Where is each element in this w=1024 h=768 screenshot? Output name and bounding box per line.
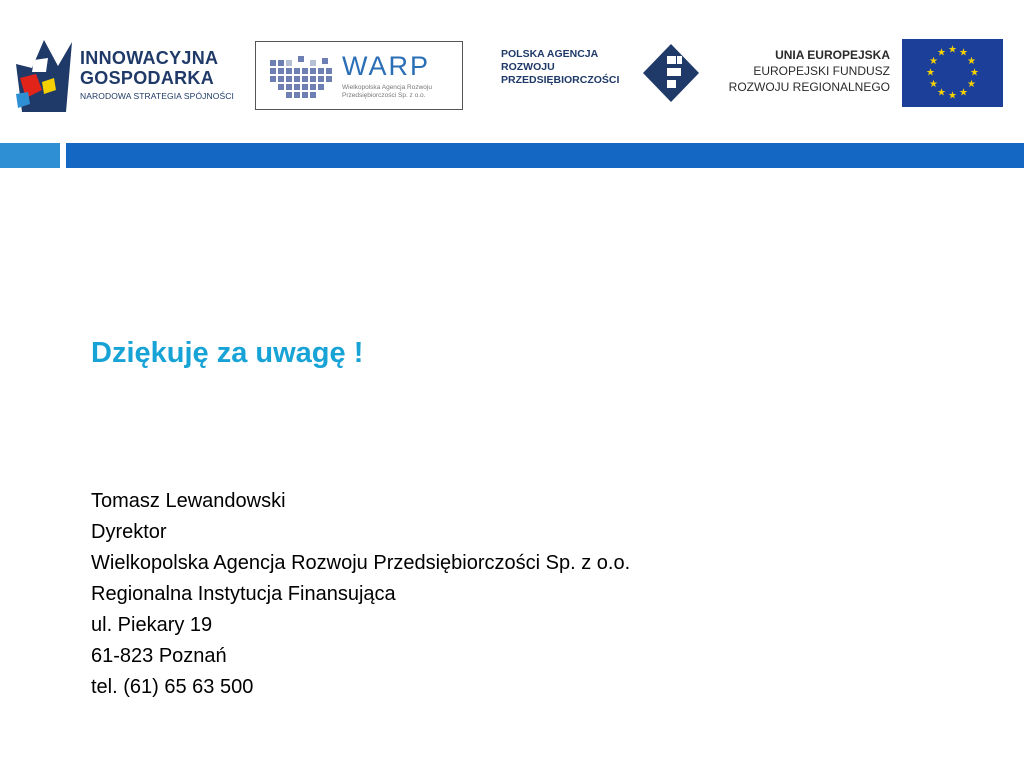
header-stripe — [66, 143, 1024, 168]
contact-title: Dyrektor — [91, 521, 167, 543]
svg-text:★: ★ — [967, 56, 976, 67]
eu-flag-icon — [902, 39, 1003, 107]
rozwoju-regionalnego-text: ROZWOJU REGIONALNEGO — [728, 80, 890, 94]
contact-name: Tomasz Lewandowski — [91, 490, 286, 512]
svg-text:★: ★ — [948, 90, 957, 102]
strategia-text: NARODOWA STRATEGIA SPÓJNOŚCI — [80, 91, 234, 101]
svg-text:★: ★ — [937, 87, 946, 99]
warp-sub-line2: Przedsiębiorczości Sp. z o.o. — [342, 92, 426, 99]
parp-logo — [501, 42, 701, 106]
warp-squares-icon — [268, 54, 338, 102]
fundusz-text: EUROPEJSKI FUNDUSZ — [753, 64, 890, 78]
svg-text:★: ★ — [948, 44, 957, 56]
parp-line1: POLSKA AGENCJA — [501, 48, 599, 60]
warp-wordmark: WARP — [342, 51, 430, 81]
parp-diamond-icon — [641, 42, 701, 104]
innowacyjna-gospodarka-logo — [14, 38, 244, 114]
unia-europejska-text: UNIA EUROPEJSKA — [775, 48, 890, 62]
gospodarka-text: GOSPODARKA — [80, 68, 215, 88]
logo-header — [0, 0, 1024, 140]
contact-phone: tel. (61) 65 63 500 — [91, 676, 254, 698]
slide-heading: Dziękuję za uwagę ! — [91, 337, 364, 369]
svg-text:★: ★ — [937, 47, 946, 59]
contact-street: ul. Piekary 19 — [91, 614, 213, 636]
svg-text:★: ★ — [926, 67, 935, 79]
svg-text:★: ★ — [929, 79, 938, 90]
contact-block — [91, 486, 630, 703]
warp-logo — [255, 41, 463, 110]
parp-line2: ROZWOJU — [501, 61, 555, 73]
contact-institution: Regionalna Instytucja Finansująca — [91, 583, 396, 605]
svg-text:★: ★ — [929, 56, 938, 67]
innowacyjna-gospodarka-emblem-icon — [14, 38, 74, 114]
parp-line3: PRZEDSIĘBIORCZOŚCI — [501, 74, 620, 86]
svg-text:★: ★ — [967, 79, 976, 90]
eu-logo — [718, 38, 1008, 110]
svg-text:★: ★ — [970, 67, 979, 79]
innowacyjna-text: INNOWACYJNA — [80, 48, 219, 68]
contact-city: 61-823 Poznań — [91, 645, 227, 667]
svg-text:★: ★ — [959, 87, 968, 99]
warp-sub-line1: Wielkopolska Agencja Rozwoju — [342, 84, 432, 91]
header-stripe-accent — [0, 143, 60, 168]
svg-text:★: ★ — [959, 47, 968, 59]
contact-company: Wielkopolska Agencja Rozwoju Przedsiębiorczości Sp. z o.o. — [91, 552, 631, 574]
